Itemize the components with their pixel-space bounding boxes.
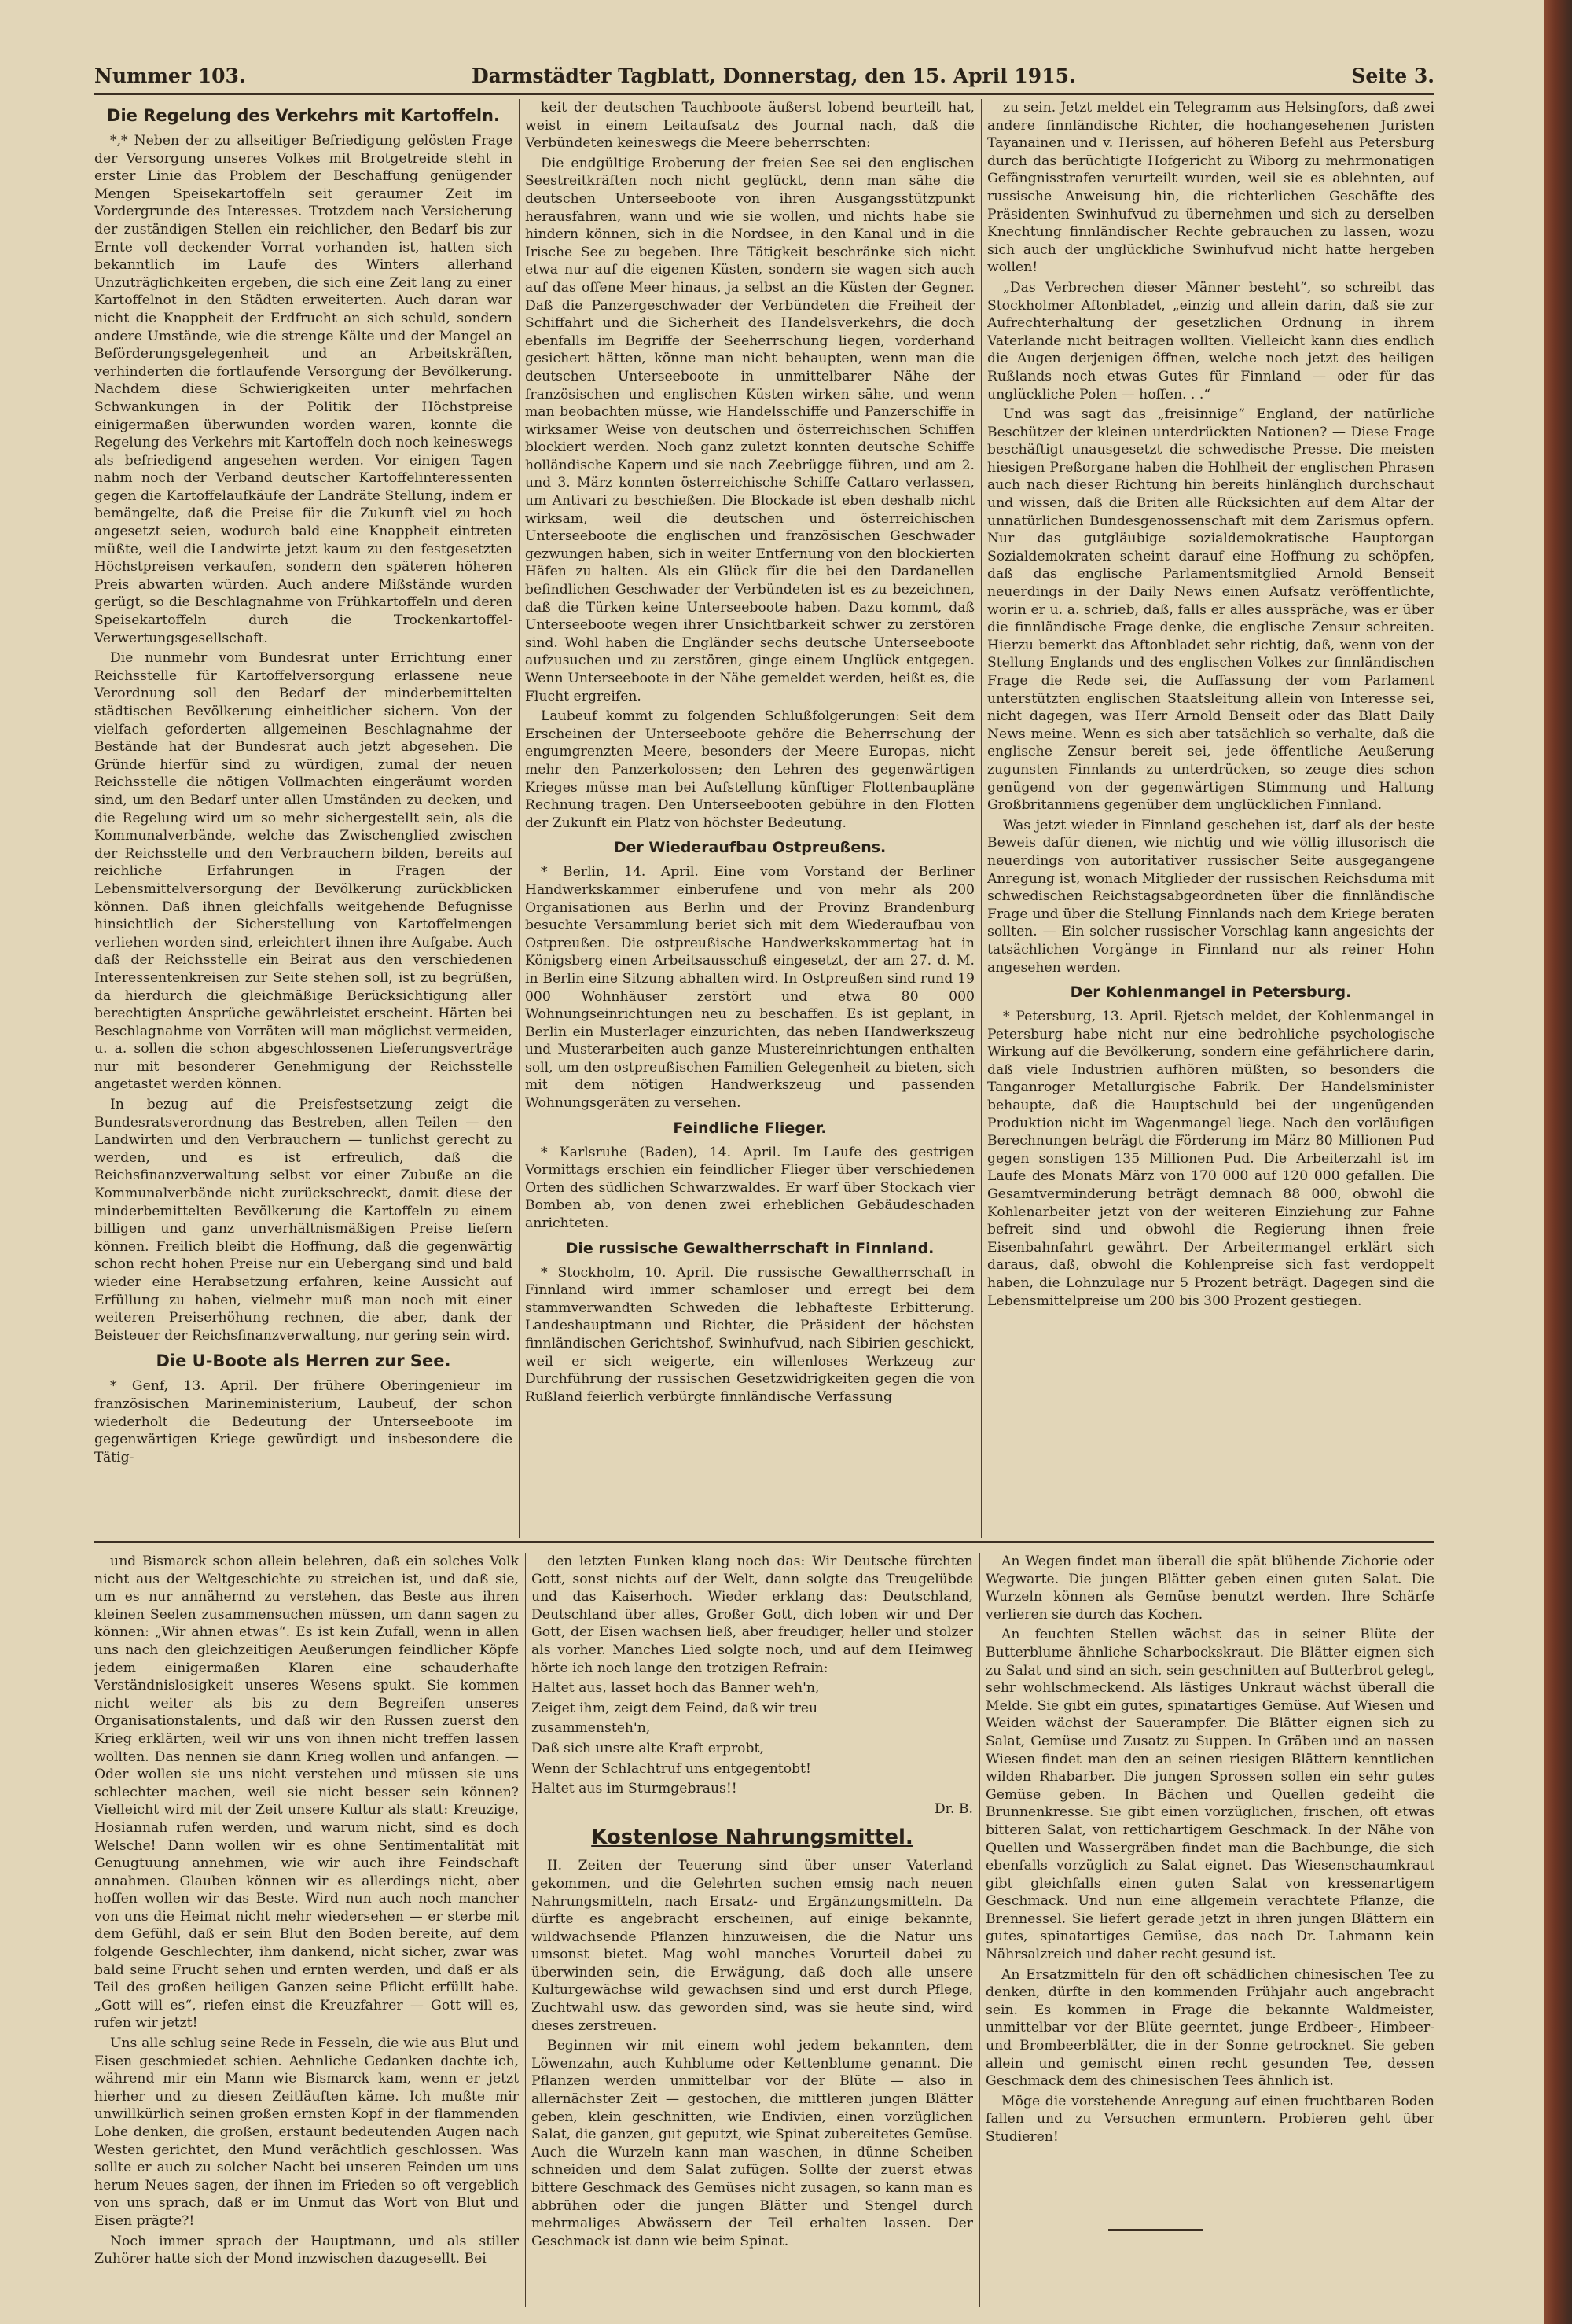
paragraph: II. Zeiten der Teuerung sind über unser Vaterland gekommen, und die Gelehrten suchen emsig nach neuen Nahrungsmitteln, nach Ersatz- und Ergänzungsmitteln. Da dürfte es angebracht erscheinen, auf einige bekannte, wildwachsende Pflanzen hinzuweisen, die die Natur uns umsonst bietet. Mag wohl manches Vorurteil dabei zu überwinden sein, die Erwägung, daß doch alle unsere Kulturgewächse wild gewachsen sind und erst durch Pflege, Zuchtwahl usw. das geworden sind, was sie heute sind, wird dieses zerstreuen. — [531, 1858, 973, 2034]
paragraph: Uns alle schlug seine Rede in Fesseln, die wie aus Blut und Eisen geschmiedet schien. Aehnliche Gedanken dachte ich, während mir ein Mann wie Bismarck kam, wenn er jetzt hierher und zu diesen Zeitläuften käme. Ich mußte mir unwillkürlich seinen großen ernsten Kopf in der flammenden Lohe denken, die großen, erstaunt bedeutenden Augen nach Westen gerichtet, den Mund verächtlich geschlossen. Was sollte er auch zu solcher Nacht bei unseren Feinden um uns herum Neues sagen, der ihnen im Frieden so oft vergeblich von uns sprach, daß er im Unmut das Wort von Blut und Eisen prägte?! — [94, 2035, 519, 2229]
headline-kartoffeln: Die Regelung des Verkehrs mit Kartoffeln. — [107, 106, 500, 125]
column-1 — [94, 99, 512, 1538]
headline-flieger: Feindliche Flieger. — [673, 1119, 827, 1137]
feuilleton-column-3 — [986, 1553, 1434, 2225]
paragraph: An Ersatzmitteln für den oft schädlichen chinesischen Tee zu denken, dürfte in den kommenden Frühjahr auch angebracht sein. Es kommen in Frage die bekannte Waldmeister, unmittelbar vor der Blüte geerntet, junge Erdbeer-, Himbeer- und Brombeerblätter, die in der Sonne getrocknet. Sie geben allein und gemischt einen recht gesunden Tee, dessen Geschmack dem des chinesischen Tees ähnlich ist. — [986, 1966, 1434, 2090]
column-2 — [525, 99, 975, 1538]
paragraph: * Petersburg, 13. April. Rjetsch meldet, der Kohlenmangel in Petersburg habe nicht nur eine bedrohliche psychologische Wirkung auf die Bevölkerung, sondern eine gefährlichere darin, daß viele Industrien aufhören müßten, so besonders die Tanganroger Metallurgische Fabrik. Der Handelsminister behaupte, daß die Hauptschuld bei der ungenügenden Produktion nicht im Wagenmangel liege. Nach den vorläufigen Berechnungen beträgt die Förderung im März 80 Millionen Pud gegen sonstigen 135 Millionen Pud. Die Arbeiterzahl ist im Laufe des Monats März von 170 000 auf 120 000 gefallen. Die Gesamtverminderung beträgt demnach 88 000, obwohl die Kohlenarbeiter jetzt von der weiteren Einziehung zur Fahne befreit sind und obwohl die Regierung ihnen freie Eisenbahnfahrt gewährt. Der Arbeitermangel erklärt sich daraus, daß, obwohl die Kohlenpreise sich fast verdoppelt haben, die Lohnzulage nur 5 Prozent beträgt. Dagegen sind die Lebensmittelpreise um 200 bis 300 Prozent gestiegen. — [987, 1009, 1434, 1309]
paragraph: Die endgültige Eroberung der freien See sei den englischen Seestreitkräften noch nicht geglückt, denn man sähe die deutschen Unterseeboote von ihren Ausgangsstützpunkt herausfahren, wann und wie sie wollen, und nichts habe sie hindern können, sich in die Nordsee, in den Kanal und in die Irische See zu begeben. Ihre Tätigkeit beschränke sich nicht etwa nur auf die eigenen Küsten, sondern sie wagen sich auch auf das offene Meer hinaus, ja selbst an die Küsten der Gegner. Daß die Panzergeschwader der Verbündeten die Freiheit der Schiffahrt und die Sicherheit des Handelsverkehrs, die doch ebenfalls im Begriffe der Seeherrschung liegen, vorderhand gesichert hätten, könne man nicht behaupten, wenn man die deutschen Unterseeboote in unmittelbarer Nähe der französischen und englischen Küsten wirken sähe, und wenn man beobachten müsse, wie Handelsschiffe und Panzerschiffe in wirksamer Weise von deutschen und österreichischen Schiffen blockiert werden. Noch ganz zuletzt konnten deutsche Schiffe holländische Kapern und sie nach Zeebrügge führen, und am 2. und 3. März konnten österreichische Schiffe Cattaro verlassen, um Antivari zu beschießen. Die Blockade ist eben deshalb nicht wirksam, weil die deutschen und österreichischen Unterseeboote die englischen und französischen Geschwader gezwungen haben, sich in weiter Entfernung von den blockierten Häfen zu halten. Als ein Glück für die bei den Dardanellen befindlichen Geschwader der Verbündeten ist es zu bezeichnen, daß die Türken keine Unterseeboote haben. Dazu kommt, daß Unterseeboote wegen ihrer Unsichtbarkeit schwer zu zerstören sind. Wohl haben die Engländer sechs deutsche Unterseeboote aufzusuchen und zu zerstören, ginge einem Unglück entgegen. Wenn Unterseeboote in der Nähe gemeldet werden, heißt es, die Flucht ergreifen. — [525, 155, 975, 704]
headline-finnland: Die russische Gewaltherrschaft in Finnland. — [565, 1239, 935, 1257]
book-binding-edge — [1544, 0, 1572, 2324]
paragraph: keit der deutschen Tauchboote äußerst lobend beurteilt hat, weist in einem Leitaufsatz des Journal nach, daß die Verbündeten keineswegs die Meere beherrschten: — [525, 100, 975, 152]
paragraph: * Berlin, 14. April. Eine vom Vorstand der Berliner Handwerkskammer einberufene und von mehr als 200 Organisationen aus Berlin und der Provinz Brandenburg besuchte Versammlung beriet sich mit dem Wiederaufbau von Ostpreußen. Die ostpreußische Handwerkskammertag hat in Königsberg einen Arbeitsausschuß eingesetzt, der am 27. d. M. in Berlin eine Sitzung abhalten wird. In Ostpreußen sind rund 19 000 Wohnhäuser zerstört und etwa 80 000 Wohnungseinrichtungen neu zu beschaffen. Es ist geplant, in Berlin ein Musterlager einzurichten, das neben Handwerkszeug und Musterarbeiten auch ganze Mustereinrichtungen enthalten soll, um den ostpreußischen Familien Gelegenheit zu bieten, sich mit dem nötigen Handwerkszeug und passenden Wohnungsgeräten zu versehen. — [525, 864, 975, 1112]
signature: Dr. B. — [934, 1800, 973, 1817]
page-number: Seite 3. — [1351, 64, 1434, 87]
masthead: Darmstädter Tagblatt, Donnerstag, den 15. April 1915. — [472, 64, 1076, 87]
paragraph: * Genf, 13. April. Der frühere Oberingenieur im französischen Marineministerium, Laubeuf, der schon wiederholt die Bedeutung der Unterseeboote im gegenwärtigen Kriege gewürdigt und insbesondere die Tätig- — [94, 1378, 512, 1465]
paragraph: den letzten Funken klang noch das: Wir Deutsche fürchten Gott, sonst nichts auf der Welt, dann solgte das Treugelübde und das Kaiserhoch. Wieder erklang das: Deutschland, Deutschland über alles, Großer Gott, dich loben wir und Der Gott, der Eisen wachsen ließ, aber freudiger, heller und stolzer als vorher. Manches Lied solgte noch, und auf dem Heimweg hörte ich noch lange den trotzigen Refrain: — [531, 1554, 973, 1676]
verse-line: Haltet aus im Sturmgebraus!! — [531, 1781, 737, 1797]
paragraph: An Wegen findet man überall die spät blühende Zichorie oder Wegwarte. Die jungen Blätter geben einen guten Salat. Die Wurzeln können als Gemüse benutzt werden. Ihre Schärfe verlieren sie durch das Kochen. — [986, 1554, 1434, 1623]
headline-nahrungsmittel: Kostenlose Nahrungsmittel. — [591, 1826, 913, 1850]
paragraph: Und was sagt das „freisinnige“ England, der natürliche Beschützer der kleinen unterdrückten Nationen? — Diese Frage beschäftigt unausgesetzt die schwedische Presse. Die meisten hiesigen Preßorgane haben die Hohlheit der englischen Phrasen auch nach dieser Richtung hin bereits hinlänglich durchschaut und wissen, daß die Briten alle Rücksichten auf dem Altar der unnatürlichen Bundesgenossenschaft mit dem Zarismus opfern. Nur das gutgläubige sozialdemokratische Hauptorgan Sozialdemokraten scheint darauf eine Hoffnung zu schöpfen, daß das englische Parlamentsmitglied Arnold Benseit neuerdings in der Daily News einen Aufsatz veröffentlichte, worin er u. a. schrieb, daß, falls er alles ausspräche, was er über die finnländische Frage denke, die englische Zensur schreiten. Hierzu bemerkt das Aftonbladet sehr richtig, daß, wenn von der Stellung Englands und des englischen Volkes zur finnländischen Frage die Rede sei, die Auffassung der vom Parlament unterstützten englischen Staatsleitung allein von Interesse sei, nicht dagegen, was Herr Arnold Benseit oder das Blatt Daily News meine. Wenn es sich aber tatsächlich so verhalte, daß die englische Zensur bereit sei, jede öffentliche Aeußerung zugunsten Finnlands zu unterdrücken, so zeuge dies schon genügend von der gegenwärtigen Stimmung und Haltung Großbritanniens gegenüber dem unglücklichen Finnland. — [987, 406, 1434, 814]
headline-ostpreussen: Der Wiederaufbau Ostpreußens. — [613, 839, 887, 857]
feuilleton-column-1 — [94, 1553, 519, 2307]
column-divider — [519, 99, 520, 1538]
column-divider — [981, 99, 982, 1538]
column-3 — [987, 99, 1434, 1538]
paragraph: In bezug auf die Preisfestsetzung zeigt die Bundesratsverordnung das Bestreben, allen Teilen — den Landwirten und den Verbrauchern — tunlichst gerecht zu werden, und es ist erfreulich, daß die Reichsfinanzverwaltung selbst vor einer Zubuße an die Kommunalverbände nicht zurückschreckt, damit diese der minderbemittelten Bevölkerung die Kartoffeln zu einem billigen und ganz unverhältnismäßigen Preise liefern können. Freilich bleibt die Hoffnung, daß die gegenwärtig schon recht hohen Preise nur ein Uebergang sind und bald wieder eine Herabsetzung erfahren, keine Aussicht auf Erfüllung zu haben, vielmehr muß man noch mit einer weiteren Preiserhöhung rechnen, die aber, dank der Beisteuer der Reichsfinanzverwaltung, nur gering sein wird. — [94, 1097, 512, 1344]
paragraph: zu sein. Jetzt meldet ein Telegramm aus Helsingfors, daß zwei andere finnländische Richter, die hochangesehenen Juristen Tayanainen und v. Herissen, auf höheren Befehl aus Petersburg durch das berüchtigte Hofgericht zu Wiborg zu mehrmonatigen Gefängnisstrafen verurteilt wurden, weil sie es ablehnten, auf russische Anweisung hin, die richterlichen Geschäfte des Präsidenten Swinhufvud zu übernehmen und sich zu derselben Knechtung finnländischer Rechte gebrauchen zu lassen, wozu sich auch der unglückliche Swinhufvud nicht hatte hergeben wollen! — [987, 100, 1434, 276]
feuilleton-column-2 — [531, 1553, 973, 2307]
headline-u-boote: Die U-Boote als Herren zur See. — [156, 1351, 451, 1371]
paragraph: Noch immer sprach der Hauptmann, und als stiller Zuhörer hatte sich der Mond inzwischen dazugesellt. Bei — [94, 2233, 519, 2267]
column-divider — [979, 1553, 980, 2307]
feuilleton-rule — [94, 1541, 1434, 1543]
paragraph: und Bismarck schon allein belehren, daß ein solches Volk nicht aus der Weltgeschichte zu streichen ist, und daß sie, um es nur annähernd zu verstehen, das Beste aus ihren kleinen Seelen zusammensuchen müssen, um dann sagen zu können: „Wir ahnen etwas“. Es ist kein Zufall, wenn in allen uns nach den gleichzeitigen Aeußerungen feindlicher Köpfe jedem einigermaßen Klaren eine schauderhafte Verständnislosigkeit unseres Wesens spukt. Sie kommen nicht weiter als bis zu dem Begreifen unseres Organisationstalents, und daß wir den Russen zuerst den Krieg erklärten, weil wir uns von ihnen nicht treffen lassen wollten. Das nennen sie dann Krieg wollen und anfangen. — Oder wollen sie uns nicht verstehen und müssen sie uns schlechter machen, weil sie nicht besser sein können? Vielleicht wird mit der Zeit unsere Kultur als statt: Kreuzige, Hosiannah rufen werden, und warum nicht, sind es doch Welsche! Dann wollen wir es ohne Sentimentalität mit Genugtuung annehmen, wie wir auch ihre Feindschaft annahmen. Glauben können wir es allerdings nicht, aber hoffen wollen wir das Beste. Wird nun auch noch mancher von uns die Heimat nicht mehr wiedersehen — er sterbe mit dem Gefühl, daß er sein Blut den Boden bereite, auf dem folgende Geschlechter, ihm dankend, nicht sicher, zwar was bald seine Frucht sehen und ernten werden, und daß er als Teil des großen heiligen Ganzen seine Pflicht erfüllt habe. „Gott will es“, riefen einst die Kreuzfahrer — Gott will es, rufen wir jetzt! — [94, 1554, 519, 2032]
verse-line: Haltet aus, lasset hoch das Banner weh'n, — [531, 1680, 820, 1697]
paragraph: Laubeuf kommt zu folgenden Schlußfolgerungen: Seit dem Erscheinen der Unterseeboote gehöre die Beherrschung der engumgrenzten Meere, besonders der Meere Europas, nicht mehr den Panzerkolossen; den Lehren des gegenwärtigen Krieges müsse man bei Aufstellung künftiger Flottenbaupläne Rechnung tragen. Den Unterseebooten gebühre in den Flotten der Zukunft ein Platz von höchster Bedeutung. — [525, 708, 975, 831]
verse-line: Daß sich unsre alte Kraft erprobt, — [531, 1740, 764, 1756]
paragraph: An feuchten Stellen wächst das in seiner Blüte der Butterblume ähnliche Scharbockskraut. Die Blätter eignen sich zu Salat und sind an sich, sein geschnitten auf Butterbrot gelegt, sehr wohlschmeckend. Als lästiges Unkraut wächst überall die Melde. Sie gibt ein gutes, spinatartiges Gemüse. Auf Wiesen und Weiden wächst der Sauerampfer. Die Blätter eignen sich zu Salat, Gemüse und Zusatz zu Suppen. In Gräben und an nassen Wiesen findet man den an seinen riesigen Blättern kenntlichen wilden Rhabarber. Die jungen Sprossen sollen ein sehr gutes Gemüse geben. In Bächen und Quellen gedeiht die Brunnenkresse. Sie gibt einen vorzüglichen, frischen, oft etwas bitteren Salat, von rettichartigem Geschmack. In der Nähe von Quellen und Wassergräben findet man die Bachbunge, die sich ebenfalls vorzüglich zu Salat eignet. Das Wiesenschaumkraut gibt gleichfalls einen guten Salat von kressenartigem Geschmack. Und nun eine allgemein verachtete Pflanze, die Brennessel. Sie liefert gerade jetzt in ihren jungen Blättern ein gutes, spinatartiges Gemüse, das nach Dr. Lahmann kein Nährsalzreich und daher recht gesund ist. — [986, 1627, 1434, 1963]
end-rule — [1108, 2229, 1203, 2231]
paragraph: *,* Neben der zu allseitiger Befriedigung gelösten Frage der Versorgung unseres Volkes mit Brotgetreide steht in erster Linie das Problem der Beschaffung genügender Mengen Speisekartoffeln seit geraumer Zeit im Vordergrunde des Interesses. Trotzdem nach Versicherung der zuständigen Stellen ein reichlicher, den Bedarf bis zur Ernte voll deckender Vorrat vorhanden ist, hatten sich bekanntlich im Laufe des Winters allerhand Unzuträglichkeiten ergeben, die sich eine Zeit lang zu einer Kartoffelnot in den Städten erweiterten. Auch daran war nicht die Knappheit der Erdfrucht an sich schuld, sondern andere Umstände, wie die strenge Kälte und der Mangel an Beförderungsgelegenheit und an Arbeitskräften, verhinderten die fortlaufende Versorgung der Bevölkerung. Nachdem diese Schwierigkeiten unter mehrfachen Schwankungen in der Politik der Höchstpreise einigermaßen überwunden worden waren, konnte die Regelung des Verkehrs mit Kartoffeln doch noch keineswegs als befriedigend angesehen werden. Vor einigen Tagen nahm noch der Verband deutscher Kartoffelinteressenten gegen die Kartoffelaufkäufe der Landräte Stellung, indem er bemängelte, daß die Preise für die Zukunft viel zu hoch angesetzt seien, wodurch bald eine Knappheit eintreten müßte, weil die Landwirte jetzt kaum zu den festgesetzten Höchstpreisen verkaufen, sondern den späteren höheren Preis abwarten würden. Auch andere Mißstände wurden gerügt, so die Beschlagnahme von Frühkartoffeln und deren Speisekartoffeln durch die Trockenkartoffel-Verwertungsgesellschaft. — [94, 133, 512, 646]
paragraph: Die nunmehr vom Bundesrat unter Errichtung einer Reichsstelle für Kartoffelversorgung erlassene neue Verordnung soll den Bedarf der minderbemittelten städtischen Bevölkerung einheitlicher sichern. Von der vielfach geforderten allgemeinen Beschlagnahme der Bestände hat der Bundesrat auch jetzt abgesehen. Die Gründe hierfür sind zu würdigen, zumal der neuen Reichsstelle die nötigen Vollmachten eingeräumt worden sind, um den Bedarf unter allen Umständen zu decken, und die Regelung wird um so mehr sichergestellt sein, als die Kommunalverbände, welche das Zwischenglied zwischen der Reichsstelle und den Verbrauchern bilden, bereits auf reichliche Erfahrungen in Fragen der Lebensmittelversorgung der Bevölkerung zurückblicken können. Daß ihnen gleichfalls weitgehende Befugnisse hinsichtlich der Sicherstellung von Kartoffelmengen verliehen worden sind, erleichtert ihnen ihre Aufgabe. Auch daß der Reichsstelle ein Beirat aus den verschiedenen Interessentenkreisen zur Seite stehen soll, ist zu begrüßen, da hierdurch die gleichmäßige Berücksichtigung aller berechtigten Ansprüche gewährleistet erscheint. Härten bei Beschlagnahme von Vorräten will man möglichst vermeiden, u. a. sollen die schon abgeschlossenen Lieferungsverträge nur mit besonderer Genehmigung der Reichsstelle angetastet werden können. — [94, 650, 512, 1093]
issue-number: Nummer 103. — [94, 64, 246, 87]
paragraph: * Karlsruhe (Baden), 14. April. Im Laufe des gestrigen Vormittags erschien ein feindlicher Flieger über verschiedenen Orten des südlichen Schwarzwaldes. Er warf über Stockach vier Bomben ab, von denen zwei erheblichen Gebäudeschaden anrichteten. — [525, 1144, 975, 1232]
paragraph: Möge die vorstehende Anregung auf einen fruchtbaren Boden fallen und zu Versuchen ermuntern. Probieren geht über Studieren! — [986, 2093, 1434, 2145]
paragraph: Beginnen wir mit einem wohl jedem bekannten, dem Löwenzahn, auch Kuhblume oder Kettenblume genannt. Die Pflanzen werden unmittelbar vor der Blüte — also in allernächster Zeit — gestochen, die mittleren jungen Blätter geben, klein geschnitten, wie Endivien, einen vorzüglichen Salat, die ganzen, gut geputzt, wie Spinat zubereitetes Gemüse. Auch die Wurzeln kann man waschen, in dünne Scheiben schneiden und dem Salat zufügen. Sollte der zuerst etwas bittere Geschmack des Gemüses nicht zusagen, so kann man es abbrühen oder die jungen Blätter und Stengel durch mehrmaliges Abwässern der Teil erhalten lassen. Der Geschmack ist dann wie beim Spinat. — [531, 2038, 973, 2249]
column-divider — [525, 1553, 526, 2307]
headline-kohlenmangel: Der Kohlenmangel in Petersburg. — [1070, 984, 1352, 1002]
header-rule — [94, 93, 1434, 95]
paragraph: Was jetzt wieder in Finnland geschehen ist, darf als der beste Beweis dafür dienen, wie nichtig und wie völlig illusorisch die neuerdings von autoritativer russischer Seite ausgegangene Anregung ist, wonach Mitglieder der russischen Reichsduma mit schwedischen Reichstagsabgeordneten über die finnländische Frage und über die Stellung Finnlands nach dem Kriege beraten sollten. — Ein solcher russischer Vorschlag kann angesichts der tatsächlichen Vorgänge in Finnland nur als reiner Hohn angesehen werden. — [987, 817, 1434, 976]
paragraph: „Das Verbrechen dieser Männer besteht“, so schreibt das Stockholmer Aftonbladet, „einzig und allein darin, daß sie zur Aufrechterhaltung der gesetzlichen Ordnung in ihrem Vaterlande nicht beitragen wollten. Vielleicht kann dies endlich die Augen derjenigen öffnen, welche noch jetzt des heiligen Rußlands noch etwas Gutes für Finnland — oder für das unglückliche Polen — hoffen. . .“ — [987, 279, 1434, 403]
verse-line: zusammensteh'n, — [531, 1720, 651, 1737]
paragraph: * Stockholm, 10. April. Die russische Gewaltherrschaft in Finnland wird immer schamloser und erregt bei dem stammverwandten Schweden die lebhafteste Erbitterung. Landeshauptmann und Richter, die Präsident der höchsten finnländischen Gerichtshof, Swinhufvud, nach Sibirien geschickt, weil er sich weigerte, ein willenloses Werkzeug zur Durchführung der russischen Gesetzwidrigkeiten gegen die von Rußland feierlich verbürgte finnländische Verfassung — [525, 1264, 975, 1405]
running-head — [94, 64, 1434, 96]
verse-line: Zeiget ihm, zeigt dem Feind, daß wir treu — [531, 1700, 818, 1716]
verse-line: Wenn der Schlachtruf uns entgegentobt! — [531, 1760, 811, 1777]
